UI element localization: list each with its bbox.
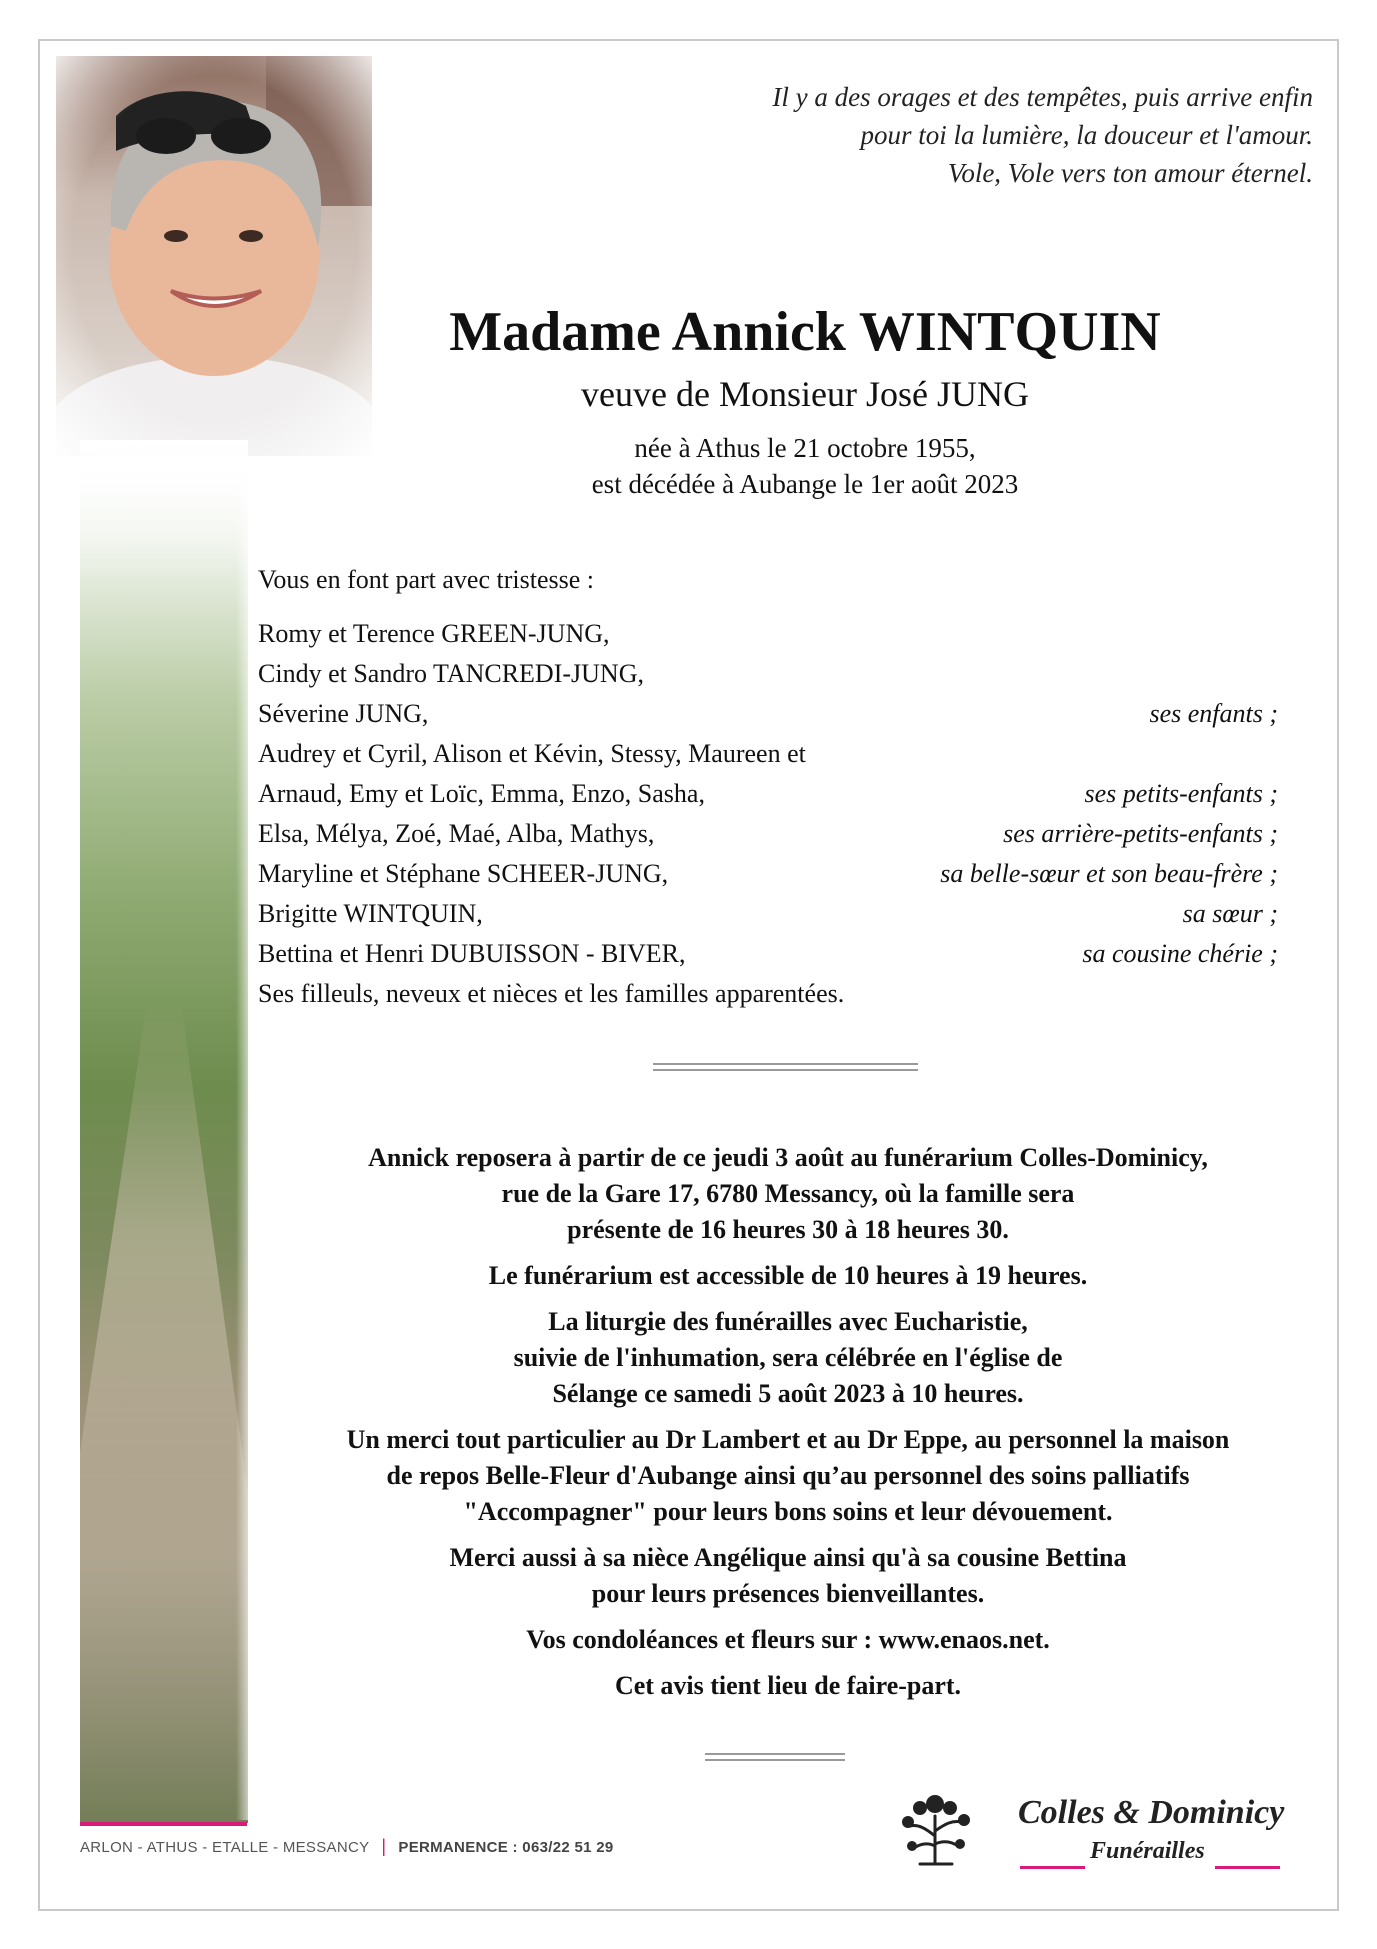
info-line: rue de la Gare 17, 6780 Messancy, où la famille sera (501, 1179, 1075, 1208)
deceased-name: Madame Annick WINTQUIN (449, 301, 1161, 363)
family-relation: sa belle-sœur et son beau-frère ; (940, 859, 1278, 888)
family-relation: sa sœur ; (1182, 899, 1278, 928)
quote-line: pour toi la lumière, la douceur et l'amour. (860, 120, 1313, 150)
family-names: Séverine JUNG, (258, 699, 429, 728)
family-names: Bettina et Henri DUBUISSON - BIVER, (258, 939, 686, 968)
family-names: Brigitte WINTQUIN, (258, 899, 483, 928)
family-row (258, 774, 1278, 814)
quote (513, 78, 1313, 192)
info-line: suivie de l'inhumation, sera célébrée en l'église de (513, 1343, 1063, 1372)
quote-line: Il y a des orages et des tempêtes, puis arrive enfin (772, 82, 1313, 112)
info-line: Merci aussi à sa nièce Angélique ainsi qu'à sa cousine Bettina (449, 1543, 1127, 1572)
family-row (258, 694, 1278, 734)
family-names: Elsa, Mélya, Zoé, Maé, Alba, Mathys, (258, 819, 655, 848)
image-fade-top (80, 440, 248, 580)
image-accent-line (80, 1822, 247, 1826)
footer-contact (80, 1836, 613, 1857)
separator (653, 1063, 918, 1071)
footer-permanence: PERMANENCE : 063/22 51 29 (398, 1839, 614, 1856)
death-line: est décédée à Aubange le 1er août 2023 (591, 469, 1019, 499)
dates (330, 430, 1280, 502)
info-line: Cet avis tient lieu de faire-part. (614, 1671, 962, 1700)
info-line: de repos Belle-Fleur d'Aubange ainsi qu’au personnel des soins palliatifs (386, 1461, 1190, 1490)
funeral-info (258, 1130, 1318, 1714)
condolences-line[interactable]: Vos condoléances et fleurs sur : www.enaos.net. (526, 1625, 1050, 1654)
family-names: Audrey et Cyril, Alison et Kévin, Stessy, Maureen et (258, 739, 806, 768)
info-line: Le funérarium est accessible de 10 heures à 19 heures. (488, 1261, 1088, 1290)
family-names: Maryline et Stéphane SCHEER-JUNG, (258, 859, 669, 888)
separator (705, 1753, 845, 1761)
family-intro: Vous en font part avec tristesse : (258, 565, 594, 594)
info-line: présente de 16 heures 30 à 18 heures 30. (567, 1215, 1009, 1244)
footer-locations: ARLON - ATHUS - ETALLE - MESSANCY (80, 1839, 370, 1856)
family-row (258, 614, 1278, 654)
info-line: "Accompagner" pour leurs bons soins et leur dévouement. (463, 1497, 1113, 1526)
image-fade-edge (236, 470, 256, 1820)
family-list (258, 560, 1278, 1014)
family-relation: ses enfants ; (1149, 699, 1278, 728)
birth-line: née à Athus le 21 octobre 1955, (634, 433, 976, 463)
info-line: Annick reposera à partir de ce jeudi 3 août au funérarium Colles-Dominicy, (368, 1143, 1208, 1172)
family-row (258, 854, 1278, 894)
family-relation: sa cousine chérie ; (1082, 939, 1278, 968)
logo-accent-line (1020, 1866, 1085, 1869)
family-names: Ses filleuls, neveux et nièces et les familles apparentées. (258, 979, 845, 1008)
logo-accent-line (1215, 1866, 1280, 1869)
logo-name: Colles & Dominicy (1018, 1794, 1285, 1831)
family-row (258, 974, 1278, 1014)
info-line: pour leurs présences bienveillantes. (591, 1579, 985, 1608)
family-relation: ses arrière-petits-enfants ; (1003, 819, 1278, 848)
info-line: Un merci tout particulier au Dr Lambert et au Dr Eppe, au personnel la maison (346, 1425, 1230, 1454)
widow-of: veuve de Monsieur José JUNG (581, 374, 1029, 414)
family-row (258, 934, 1278, 974)
info-line: Sélange ce samedi 5 août 2023 à 10 heures. (552, 1379, 1024, 1408)
family-names: Romy et Terence GREEN-JUNG, (258, 619, 610, 648)
company-logo (890, 1786, 1300, 1876)
tree-icon (890, 1786, 980, 1866)
portrait-photo (56, 56, 372, 456)
info-line: La liturgie des funérailles avec Eucharistie, (548, 1307, 1028, 1336)
family-row (258, 734, 1278, 774)
family-row (258, 814, 1278, 854)
family-names: Cindy et Sandro TANCREDI-JUNG, (258, 659, 644, 688)
family-relation: ses petits-enfants ; (1084, 779, 1278, 808)
footer-separator: | (381, 1836, 387, 1856)
family-row (258, 894, 1278, 934)
quote-line: Vole, Vole vers ton amour éternel. (947, 158, 1313, 188)
family-row (258, 654, 1278, 694)
family-names: Arnaud, Emy et Loïc, Emma, Enzo, Sasha, (258, 779, 705, 808)
logo-subtitle: Funérailles (1090, 1838, 1205, 1864)
